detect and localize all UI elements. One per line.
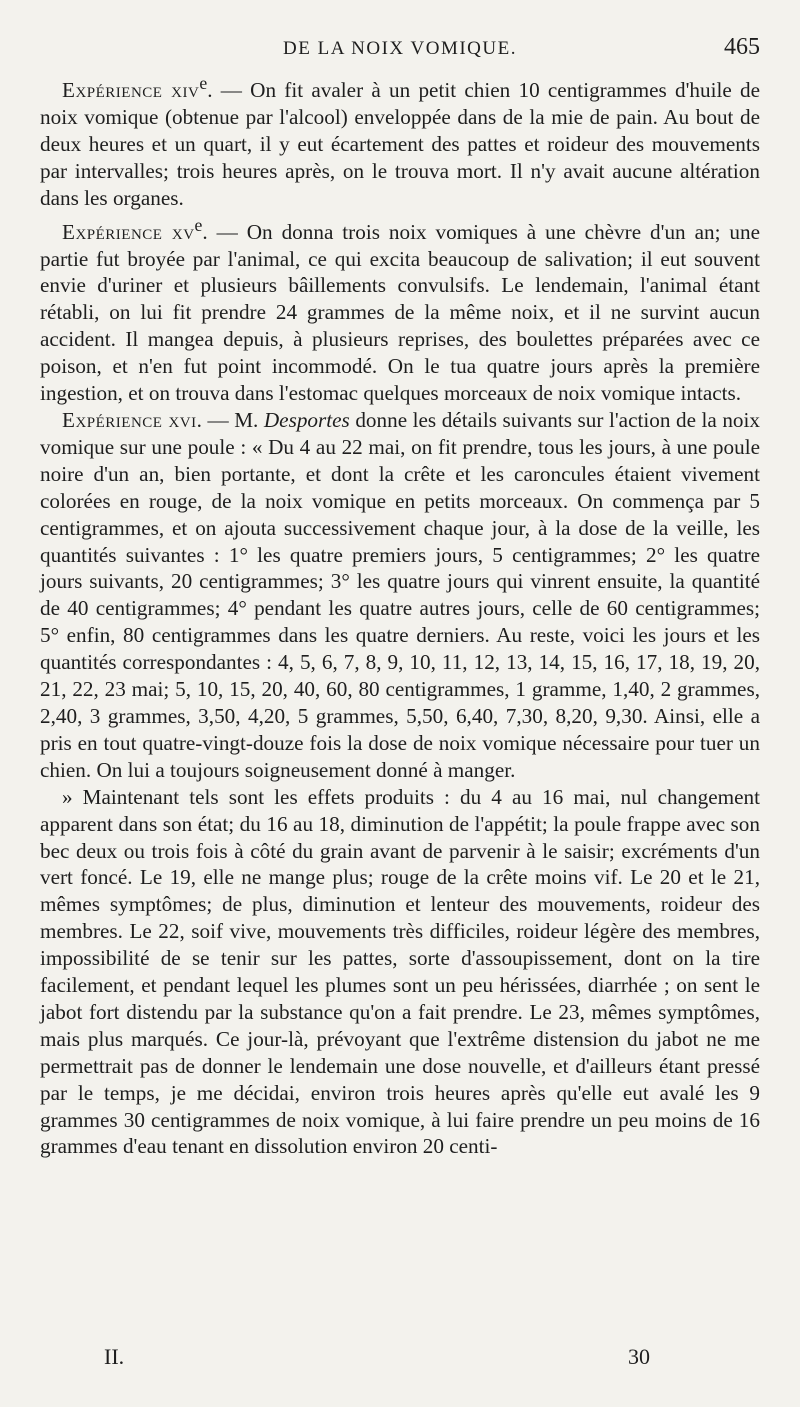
- ordinal-suffix: e: [199, 73, 208, 93]
- paragraph-text: donne les détails suivants sur l'action de la noix vomique sur une poule : « Du 4 au 22 mai, on fit prendre, tous les jours, à une poule noire d'un an, bien portante, et dont la crête et les caroncules étaient vivement colorées en rouge, de la noix vomique en petits morceaux. On commença par 5 centigrammes, et on ajouta successivement chaque jour, à la dose de la veille, les quantités suivantes : 1° les quatre premiers jours, 5 centigrammes; 2° les quatre jours suivants, 20 centigrammes; 3° les quatre jours qui vinrent ensuite, la quantité de 40 centigrammes; 4° pendant les quatre autres jours, celle de 60 centigrammes; 5° enfin, 80 centigrammes dans les quatre derniers. Au reste, voici les jours et les quantités correspondantes : 4, 5, 6, 7, 8, 9, 10, 11, 12, 13, 14, 15, 16, 17, 18, 19, 20, 21, 22, 23 mai; 5, 10, 15, 20, 40, 60, 80 centigrammes, 1 gramme, 1,40, 2 grammes, 2,40, 3 grammes, 3,50, 4,20, 5 grammes, 5,50, 6,40, 7,30, 8,20, 9,30. Ainsi, elle a pris en tout quatre-vingt-douze fois la dose de noix vomique nécessaire pour tuer un chien. On lui a toujours soigneusement donné à manger.: [40, 408, 760, 782]
- paragraph-experience-16: [40, 407, 760, 784]
- experience-label: Expérience xvi: [62, 408, 197, 432]
- ordinal-suffix: e: [194, 214, 203, 235]
- paragraph-intro: . — M.: [196, 408, 264, 432]
- paragraph-effects: [40, 784, 760, 1161]
- author-name: Desportes: [263, 408, 350, 432]
- running-head: [0, 34, 800, 64]
- paragraph-text: . — On donna trois noix vomiques à une chèvre d'un an; une partie fut broyée par l'animal, ce qui excita beaucoup de salivation; il eut souvent envie d'uriner et plusieurs bâillements convulsifs. Le lendemain, l'animal étant rétabli, on lui fit prendre 24 grammes de la même noix, et il ne survint aucun accident. Il mangea depuis, à plusieurs reprises, des boulettes préparées avec ce poison, et n'en fut point incommodé. On le tua quatre jours après la première ingestion, et on trouva dans l'estomac quelques morceaux de noix vomique intacts.: [40, 219, 760, 406]
- signature-mark: II.: [104, 1344, 125, 1369]
- sheet-number: 30: [628, 1344, 650, 1369]
- page-footer: [0, 1344, 800, 1374]
- experience-label: Expérience xv: [62, 219, 195, 244]
- paragraph-text: . — On fit avaler à un petit chien 10 centigrammes d'huile de noix vomique (obtenue par l'alcool) enveloppée dans de la mie de pain. Au bout de deux heures et un quart, il y eut écartement des pattes et roideur des mouvements par intervalles; trois heures après, on le trouva mort. Il n'y avait aucune altération dans les organes.: [40, 78, 761, 210]
- paragraph-experience-14: [40, 70, 760, 212]
- paragraph-text: » Maintenant tels sont les effets produits : du 4 au 16 mai, nul changement apparent dans son état; du 16 au 18, diminution de l'appétit; la poule frappe avec son bec deux ou trois fois à côté du grain avant de parvenir à le saisir; excréments d'un vert foncé. Le 19, elle ne mange plus; rouge de la crête moins vif. Le 20 et le 21, mêmes symptômes; de plus, diminution et lenteur des mouvements, roideur des membres. Le 22, soif vive, mouvements très difficiles, roideur légère des membres, impossibilité de se tenir sur les pattes, sorte d'assoupissement, dont on la tire facilement, et pendant lequel les plumes sont un peu hérissées, diarrhée ; on sent le jabot fort distendu par la substance qu'on a fait prendre. Le 23, mêmes symptômes, mais plus marqués. Ce jour-là, prévoyant que l'extrême distension du jabot ne me permettrait pas de donner le lendemain une dose nouvelle, et d'ailleurs étant pressé par le temps, je me décidai, environ trois heures après qu'elle eut avalé les 9 grammes 30 centigrammes de noix vomique, à lui faire prendre un peu moins de 16 grammes d'eau tenant en dissolution environ 20 centi-: [40, 784, 760, 1159]
- running-title: DE LA NOIX VOMIQUE.: [283, 38, 517, 59]
- page-number: 465: [724, 34, 760, 60]
- body-text: [40, 70, 760, 1160]
- experience-label: Expérience xiv: [62, 78, 200, 103]
- paragraph-experience-15: [40, 212, 760, 407]
